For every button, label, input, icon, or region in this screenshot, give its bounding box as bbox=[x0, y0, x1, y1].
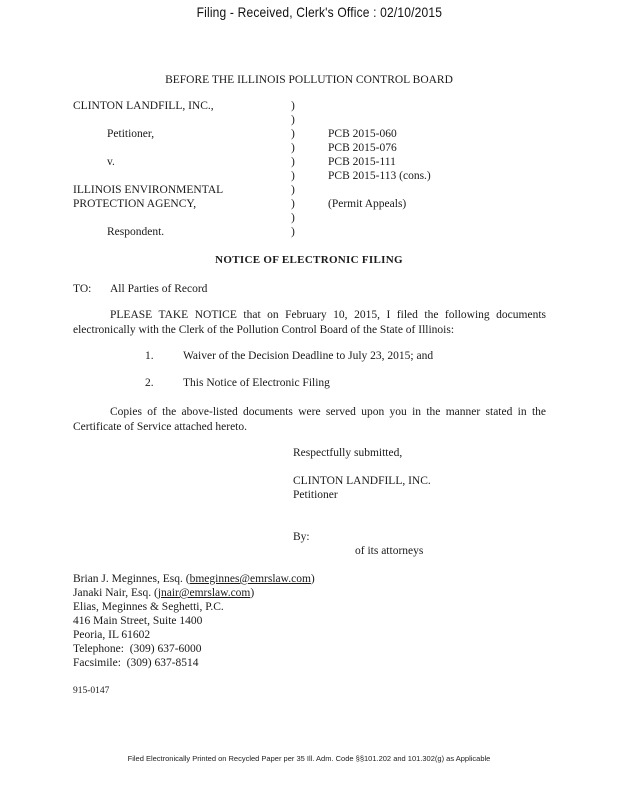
filing-stamp: Filing - Received, Clerk's Office : 02/10/2015 bbox=[196, 4, 443, 20]
counsel-line-1 bbox=[73, 573, 315, 585]
caption-paren: ) bbox=[291, 142, 295, 154]
notice-lead: PLEASE TAKE NOTICE bbox=[110, 309, 237, 321]
signature-role: Petitioner bbox=[293, 489, 338, 501]
footer-note: Filed Electronically Printed on Recycled Paper per 35 Ill. Adm. Code §§101.202 and 101.302(g) as Applicable bbox=[127, 754, 491, 763]
closing: Respectfully submitted, bbox=[293, 447, 403, 459]
respondent-role: Respondent. bbox=[107, 226, 165, 238]
versus: v. bbox=[107, 156, 115, 168]
file-number: 915-0147 bbox=[73, 686, 110, 696]
caption-paren: ) bbox=[291, 184, 295, 196]
item-text: This Notice of Electronic Filing bbox=[183, 377, 330, 389]
signature-firm: CLINTON LANDFILL, INC. bbox=[293, 475, 431, 487]
counsel-facsimile bbox=[73, 657, 199, 669]
signature-attorneys: of its attorneys bbox=[355, 545, 424, 557]
counsel-street: 416 Main Street, Suite 1400 bbox=[73, 615, 203, 627]
caption-paren: ) bbox=[291, 212, 295, 224]
counsel-name-2: Janaki Nair, Esq. ( bbox=[73, 587, 158, 599]
to-value: All Parties of Record bbox=[110, 283, 208, 295]
counsel-close-1: ) bbox=[310, 573, 315, 585]
counsel-email-2[interactable]: jnair@emrslaw.com bbox=[157, 587, 251, 599]
case-number: PCB 2015-113 (cons.) bbox=[328, 170, 431, 182]
counsel-close-2: ) bbox=[250, 587, 255, 599]
caption-paren: ) bbox=[291, 100, 295, 112]
counsel-city: Peoria, IL 61602 bbox=[73, 629, 151, 641]
to-label: TO: bbox=[73, 283, 92, 295]
petitioner-name: CLINTON LANDFILL, INC., bbox=[73, 100, 214, 112]
case-type: (Permit Appeals) bbox=[328, 198, 407, 210]
facsimile-label: Facsimile: bbox=[73, 657, 121, 669]
service-paragraph: Copies of the above-listed documents were served upon you in the manner stated in the Certificate of Service attached hereto. bbox=[73, 406, 546, 433]
caption-paren: ) bbox=[291, 114, 295, 126]
case-number: PCB 2015-060 bbox=[328, 128, 397, 140]
item-number: 2. bbox=[145, 377, 154, 389]
respondent-line-2: PROTECTION AGENCY, bbox=[73, 198, 197, 210]
telephone-label: Telephone: bbox=[73, 643, 124, 655]
item-number: 1. bbox=[145, 350, 154, 362]
notice-text: that on February 10, 2015, I filed the following documents electronically with the Clerk of the Pollution Control Board of the State of Illinois: bbox=[73, 309, 546, 336]
respondent-line-1: ILLINOIS ENVIRONMENTAL bbox=[73, 184, 224, 196]
case-number: PCB 2015-111 bbox=[328, 156, 396, 168]
notice-paragraph bbox=[73, 308, 546, 338]
counsel-telephone bbox=[73, 643, 202, 655]
counsel-firm: Elias, Meginnes & Seghetti, P.C. bbox=[73, 601, 224, 613]
caption-paren: ) bbox=[291, 198, 295, 210]
signature-by: By: bbox=[293, 531, 310, 543]
item-text: Waiver of the Decision Deadline to July 23, 2015; and bbox=[183, 350, 434, 362]
counsel-name-1: Brian J. Meginnes, Esq. ( bbox=[73, 573, 190, 585]
caption-paren: ) bbox=[291, 170, 295, 182]
counsel-email-1[interactable]: bmeginnes@emrslaw.com bbox=[189, 573, 311, 585]
case-number: PCB 2015-076 bbox=[328, 142, 397, 154]
board-title: BEFORE THE ILLINOIS POLLUTION CONTROL BOARD bbox=[165, 74, 453, 86]
counsel-line-2 bbox=[73, 587, 254, 599]
facsimile-value: (309) 637-8514 bbox=[126, 657, 199, 669]
caption-paren: ) bbox=[291, 156, 295, 168]
notice-title: NOTICE OF ELECTRONIC FILING bbox=[215, 254, 403, 266]
telephone-value: (309) 637-6000 bbox=[129, 643, 202, 655]
caption-paren: ) bbox=[291, 226, 295, 238]
caption-paren: ) bbox=[291, 128, 295, 140]
petitioner-role: Petitioner, bbox=[107, 128, 155, 140]
